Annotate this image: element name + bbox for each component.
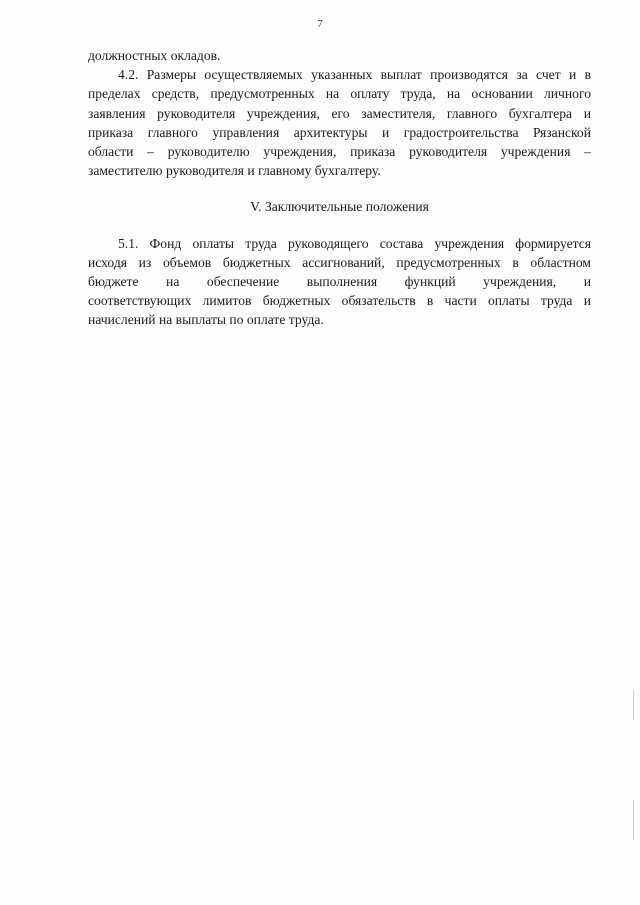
paragraph-line: начислений на выплаты по оплате труда.	[88, 312, 324, 328]
scan-artifact	[633, 800, 634, 840]
paragraph-line: пределах средств, предусмотренных на оплату труда, на основании личного	[88, 86, 591, 102]
paragraph-line: бюджете на обеспечение выполнения функций учреждения, и	[88, 274, 591, 290]
paragraph-line: заместителю руководителя и главному бухгалтеру.	[88, 163, 381, 179]
paragraph-line: исходя из объемов бюджетных ассигнований, предусмотренных в областном	[88, 254, 591, 270]
paragraph-line: должностных окладов.	[88, 48, 221, 63]
paragraph-line: соответствующих лимитов бюджетных обязательств в части оплаты труда и	[88, 293, 591, 309]
paragraph-4-2	[88, 65, 591, 180]
paragraph-5-1	[88, 234, 591, 330]
paragraph-line: области – руководителю учреждения, приказа руководителя учреждения –	[88, 144, 591, 160]
paragraph-line: 4.2. Размеры осуществляемых указанных выплат производятся за счет и в	[118, 67, 591, 83]
section-heading: V. Заключительные положения	[250, 199, 429, 215]
paragraph-line: приказа главного управления архитектуры и градостроительства Рязанской	[88, 124, 591, 140]
document-body	[88, 46, 591, 330]
scan-artifact	[633, 690, 634, 720]
paragraph-line: заявления руководителя учреждения, его заместителя, главного бухгалтера и	[88, 105, 591, 121]
page-number: 7	[317, 18, 323, 30]
paragraph-line: 5.1. Фонд оплаты труда руководящего состава учреждения формируется	[118, 235, 591, 251]
